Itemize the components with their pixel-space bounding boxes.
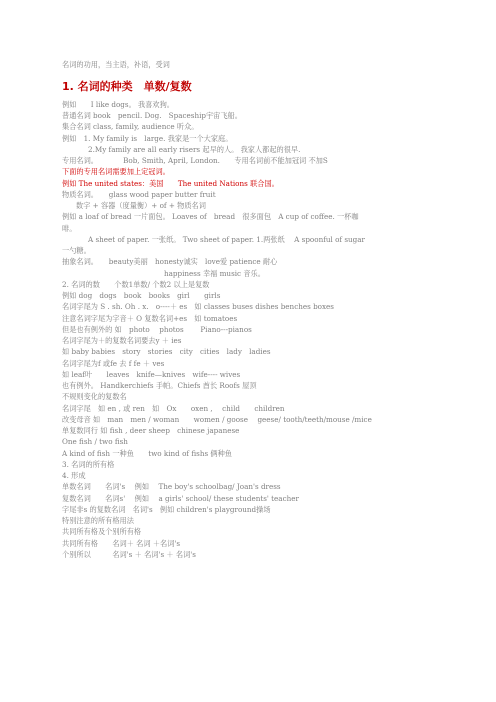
text-line-example: 例如 The united states：美国 The united Nations 联合国。	[62, 179, 279, 188]
text-line: 例如 1. My family is large. 我家是一个大家庭。	[62, 134, 233, 143]
text-line: 但是也有例外的 如 photo photos Piano---pianos	[62, 325, 252, 334]
text-line: 单数名词 名词's 例如 The boy's schoolbag/ Joan's dress	[62, 482, 281, 491]
intro-line: 名词的功用，当主语，补语，受词	[62, 60, 170, 69]
text-line: 啡。	[62, 224, 77, 233]
text-line: 一勺糖。	[62, 246, 91, 255]
text-line: 普通名词 book pencil. Dog. Spaceship宇宙飞船。	[62, 111, 242, 120]
text-line: 共同所有格及个别所有格	[62, 527, 142, 536]
text-line: 名词字尾为 S . sh. Oh . x. o----＋ es 如 classes buses dishes benches boxes	[62, 302, 334, 311]
text-line: 2. 名词的数 个数1单数/ 个数2 以上是复数	[62, 280, 210, 289]
text-line: 复数名词 名词s' 例如 a girls' school/ these students' teacher	[62, 494, 299, 503]
text-line: 例如 a loaf of bread 一片面包。 Loaves of bread 很多面包 A cup of coffee. 一杯咖	[62, 212, 359, 221]
text-line: 特别注意的所有格用法	[62, 516, 134, 525]
text-line: 例如 dog dogs book books girl girls	[62, 291, 221, 300]
text-line: 单复数同行 如 fish , deer sheep chinese japanese	[62, 426, 240, 435]
text-line: 3. 名词的所有格	[62, 460, 115, 469]
text-line: 注意名词字尾为字音＋ O 复数名词+es 如 tomatoes	[62, 314, 238, 323]
text-line: 抽象名词。 beauty美丽 honesty诚实 love爱 patience 耐心	[62, 257, 278, 266]
text-line: 物质名词。 glass wood paper butter fruit	[62, 190, 216, 199]
text-line-note: 下面的专用名词需要加上定冠词。	[62, 167, 170, 176]
text-line: 个别所以 名词's ＋ 名词's ＋ 名词's	[62, 550, 196, 559]
text-line: 不规则变化的复数名	[62, 392, 127, 401]
text-line: happiness 幸福 music 音乐。	[164, 269, 265, 278]
text-line: A kind of fish 一种鱼 two kind of fishs 俩种鱼	[62, 449, 232, 458]
text-line: 如 baby babies story stories city cities lady ladies	[62, 347, 271, 356]
text-line: 2.My family are all early risers 起早的人。 我家人都起的很早.	[88, 145, 301, 154]
text-line: 数字 + 容器（度量衡）+ of + 物质名词	[76, 201, 206, 210]
text-line: 也有例外。 Handkerchiefs 手帕。Chiefs 酋长 Roofs 屋顶	[62, 381, 257, 390]
text-line: 共同所有格 名词＋ 名词 ＋名词's	[62, 539, 181, 548]
text-line: 改变母音 如 man men / woman women / goose geese/ tooth/teeth/mouse /mice	[62, 415, 372, 424]
text-line: One fish / two fish	[62, 437, 128, 446]
text-line: 专用名词。 Bob, Smith, April, London. 专用名词前不能加冠词 不加S	[62, 156, 328, 165]
text-line: 4. 形成	[62, 471, 86, 480]
text-line: 字尾非s 的复数名词 名词's 例如 children's playground操场	[62, 505, 271, 514]
section-title-noun-types: 1. 名词的种类 单数/复数	[62, 80, 192, 93]
text-line: 如 leaf叶 leaves knife—knives wife---- wives	[62, 370, 241, 379]
text-line: A sheet of paper. 一张纸。 Two sheet of paper. 1.两张纸 A spoonful of sugar	[88, 235, 365, 244]
text-line: 名词字尾为f 或fe 去 f fe ＋ ves	[62, 359, 165, 368]
text-line: 例如 I like dogs。 我喜欢狗。	[62, 100, 174, 109]
text-line: 名词字尾为＋的复数名词要去y ＋ ies	[62, 336, 182, 345]
text-line: 名词字尾 如 en , 或 ren 如 Ox oxen , child children	[62, 404, 285, 413]
text-line: 集合名词 class, family, audience 听众。	[62, 122, 199, 131]
